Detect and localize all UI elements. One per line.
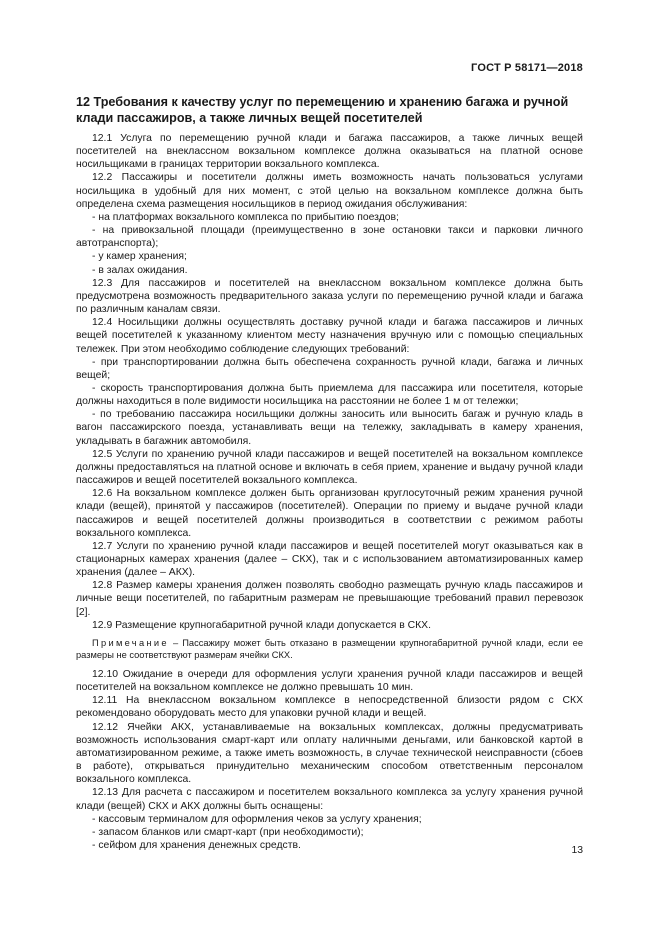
paragraph-12-11: 12.11 На внеклассном вокзальном комплексе в непосредственной близости рядом с СКХ рекомендовано оборудовать место для упаковки ручной клади и вещей. [76,695,583,720]
list-item: - при транспортировании должна быть обеспечена сохранность ручной клади, багажа и личных вещей; [76,356,583,381]
note [76,637,583,662]
list-item: - скорость транспортирования должна быть приемлема для пассажира или посетителя, которые должны находиться в поле видимости носильщика на расстоянии не более 1 м от тележки; [76,382,583,408]
list-item: - на платформах вокзального комплекса по прибытию поездов; [92,211,399,223]
list-item: - запасом бланков или смарт-карт (при необходимости); [92,826,364,838]
paragraph-12-6: 12.6 На вокзальном комплексе должен быть организован круглосуточный режим хранения ручной клади (вещей), принятой у пассажиров (посетителей). Операции по приему и выдаче ручной клади пассажиров и вещей посетителей должны производиться в соответствии с режимом работы вокзального комплекса. [76,488,583,539]
list-item: - кассовым терминалом для оформления чеков за услугу хранения; [92,813,422,825]
paragraph-12-3: 12.3 Для пассажиров и посетителей на внеклассном вокзальном комплексе должна быть предусмотрена возможность предварительного заказа услуги по перемещению ручной клади и багажа по различным каналам связи. [76,277,583,316]
paragraph-12-13: 12.13 Для расчета с пассажиром и посетителем вокзального комплекса за услугу хранения ручной клади (вещей) СКХ и АКХ должны быть оснащены: [76,787,583,812]
list-item: - в залах ожидания. [92,264,188,276]
paragraph-12-5: 12.5 Услуги по хранению ручной клади пассажиров и вещей посетителей на вокзальном комплексе должны предоставляться на платной основе и включать в себя прием, хранение и выдачу ручной клади пассажиров и вещей посетителей вокзального комплекса. [76,448,583,487]
list-item: - у камер хранения; [92,251,187,263]
paragraph-12-1: 12.1 Услуга по перемещению ручной клади и багажа пассажиров, а также личных вещей посетителей на внеклассном вокзальном комплексе должна оказываться на платной основе носильщиками в границах территории вокзального комплекса. [76,133,583,171]
paragraph-12-12: 12.12 Ячейки АКХ, устанавливаемые на вокзальных комплексах, должны предусматривать возможность использования смарт-карт или оплату наличными деньгами, или банковской картой в автоматизированном режиме, а также иметь возможность, в случае технической неисправности (сбоев в работе), открываться принудительно механическим способом ответственным персоналом вокзального комплекса. [76,721,583,786]
paragraph-12-8: 12.8 Размер камеры хранения должен позволять свободно размещать ручную кладь пассажиров и личные вещи посетителей, по габаритным размерам не превышающие требований правил перевозок [2]. [76,580,583,618]
paragraph-12-7: 12.7 Услуги по хранению ручной клади пассажиров и вещей посетителей могут оказываться как в стационарных камерах хранения (далее – СКХ), так и с использованием автоматизированных камер хранения (далее – АКХ). [76,540,583,579]
note-label: Примечание [92,637,169,648]
list-item: - по требованию пассажира носильщики должны заносить или выносить багаж и ручную кладь в вагон пассажирского поезда, устанавливать вещи на тележку, закладывать в камеру хранения, укладывать в багажник автомобиля. [76,409,583,447]
paragraph-12-4: 12.4 Носильщики должны осуществлять доставку ручной клади и багажа пассажиров и личных вещей посетителей к указанному клиентом месту назначения вручную или с помощью специальных тележек. При этом необходимо соблюдение следующих требований: [76,317,583,355]
paragraph-12-9: 12.9 Размещение крупногабаритной ручной клади допускается в СКХ. [92,619,431,631]
standard-code: ГОСТ Р 58171—2018 [471,62,583,74]
list-item: - сейфом для хранения денежных средств. [92,839,301,851]
paragraph-12-10: 12.10 Ожидание в очереди для оформления услуги хранения ручной клади пассажиров и вещей посетителей на вокзальном комплексе не должно превышать 10 мин. [76,668,583,694]
paragraph-12-2: 12.2 Пассажиры и посетители должны иметь возможность начать пользоваться услугами носильщика в удобный для них момент, с этой целью на вокзальном комплексе должна быть определена схема размещения носильщиков в период ожидания обслуживания: [76,172,583,210]
section-title: 12 Требования к качеству услуг по перемещению и хранению багажа и ручной клади пассажиров, а также личных вещей посетителей [76,95,569,125]
section-body [76,132,583,852]
note-text: – Пассажиру может быть отказано в размещении крупногабаритной ручной клади, если ее размеры не соответствуют размерам ячейки СКХ. [76,637,583,661]
list-item: - на привокзальной площади (преимущественно в зоне остановки такси и парковки личного автотранспорта); [76,225,583,250]
page-number: 13 [571,845,583,856]
